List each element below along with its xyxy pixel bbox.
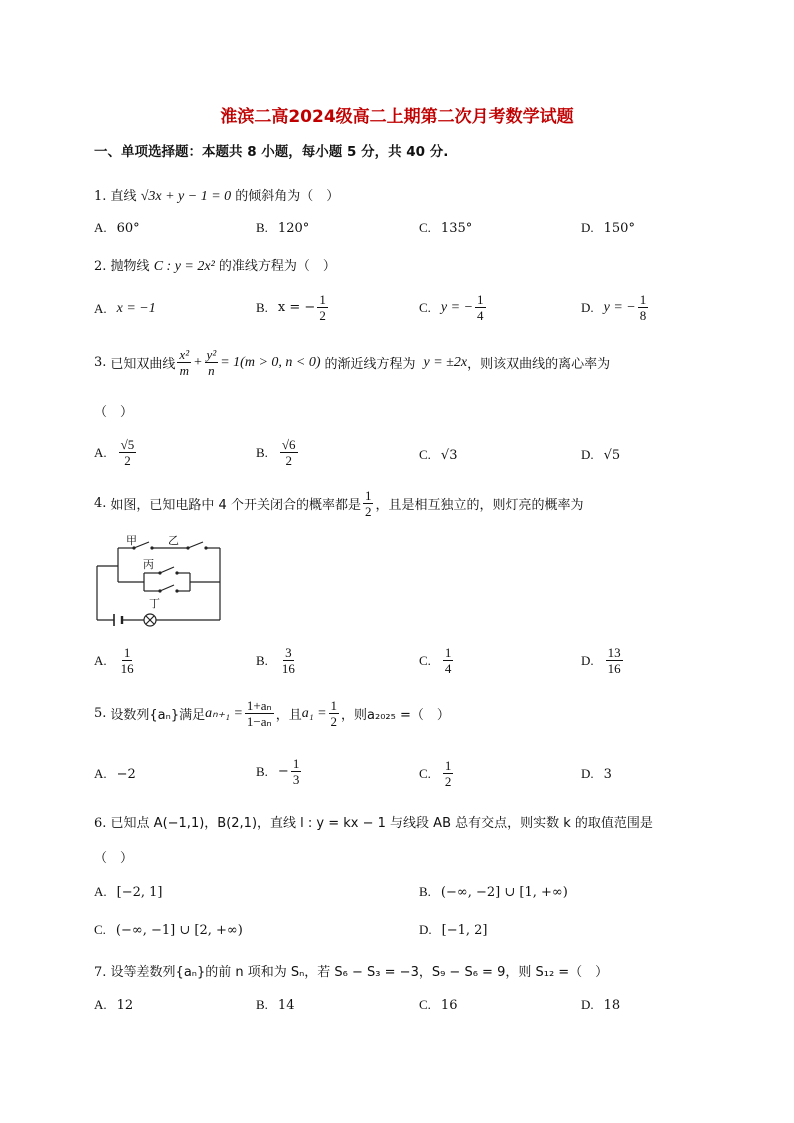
option-text: 120° [277, 220, 310, 236]
fraction [280, 437, 298, 468]
option-a[interactable] [94, 884, 162, 900]
option-b[interactable] [256, 220, 309, 236]
option-d[interactable] [419, 922, 487, 938]
question-stem: ，则a₂₀₂₅ =（ ） [341, 708, 450, 723]
question-number: 2. [94, 259, 107, 274]
fraction [119, 437, 137, 468]
question-stem: ，且是相互独立的，则灯亮的概率为 [375, 498, 584, 513]
denominator: n [208, 363, 215, 378]
section-heading: 一、单项选择题：本题共 8 小题，每小题 5 分，共 40 分. [94, 144, 449, 160]
numerator: 1 [639, 292, 647, 307]
option-d[interactable] [581, 645, 625, 676]
option-text: 135° [440, 220, 473, 236]
switch-label-jia: 甲 [126, 534, 137, 547]
question-number: 4. [94, 496, 107, 511]
denominator: 16 [607, 661, 621, 676]
option-label: A. [94, 884, 107, 899]
option-b[interactable] [256, 645, 299, 676]
option-prefix: x = − [277, 300, 316, 315]
option-prefix: − [277, 764, 289, 779]
numerator: 3 [285, 645, 292, 660]
fraction [280, 645, 297, 676]
option-label: B. [419, 884, 431, 899]
option-label: A. [94, 766, 107, 781]
option-text: 12 [116, 997, 134, 1013]
question-stem: 已知双曲线 [110, 357, 176, 372]
option-b[interactable] [256, 292, 330, 323]
option-prefix: y = − [440, 299, 474, 315]
option-b[interactable] [256, 437, 300, 468]
option-text: √5 [603, 447, 621, 463]
question-number: 7. [94, 965, 107, 980]
switch-label-bing: 丙 [143, 558, 154, 571]
option-label: D. [581, 652, 594, 668]
option-label: B. [256, 299, 268, 315]
option-label: D. [581, 766, 594, 781]
option-text: x = −1 [116, 301, 156, 316]
option-c[interactable] [94, 922, 243, 938]
option-label: C. [419, 220, 431, 235]
fraction [606, 645, 623, 676]
question-stem: 已知点 A(−1,1)，B(2,1)，直线 l : y = kx − 1 与线段 AB 总有交点，则实数 k 的取值范围是 [110, 816, 653, 831]
denominator: 4 [477, 308, 484, 323]
fraction [443, 645, 454, 676]
numerator: 1 [330, 698, 338, 713]
numerator: 1 [444, 645, 452, 660]
option-d[interactable] [581, 766, 612, 782]
denominator: 2 [124, 453, 131, 468]
numerator: √6 [281, 437, 296, 452]
math-expression: y = ±2x [423, 354, 468, 370]
question-number: 1. [94, 189, 107, 204]
exam-title: 淮滨二高2024级高二上期第二次月考数学试题 [220, 107, 574, 127]
question-stem: 的准线方程为（ ） [218, 259, 336, 274]
option-text: (−∞, −1] ∪ [2, +∞) [115, 922, 243, 938]
option-a[interactable] [94, 220, 140, 236]
option-label: B. [256, 444, 268, 460]
fraction [329, 698, 340, 729]
option-c[interactable] [419, 292, 488, 323]
fraction [291, 756, 302, 787]
option-a[interactable] [94, 301, 156, 317]
denominator: 16 [120, 661, 134, 676]
question-2 [94, 255, 336, 275]
denominator: 2 [444, 774, 452, 789]
question-stem: 如图，已知电路中 4 个开关闭合的概率都是 [110, 498, 361, 513]
denominator: 2 [330, 714, 338, 729]
option-label: B. [256, 763, 268, 779]
fraction [119, 645, 136, 676]
question-stem: 设数列{aₙ}满足 [110, 708, 206, 723]
question-5 [94, 698, 450, 729]
circuit-diagram [94, 532, 234, 628]
option-text: 14 [277, 997, 295, 1013]
option-b[interactable] [256, 756, 303, 787]
option-text: [−1, 2] [441, 922, 488, 938]
numerator: 1 [444, 758, 452, 773]
question-number: 5. [94, 706, 107, 721]
fraction [638, 292, 649, 323]
question-6-bracket: （ ） [94, 851, 134, 866]
math-operator: + [193, 354, 203, 370]
numerator: 1 [477, 292, 484, 307]
numerator: 1 [319, 292, 326, 307]
option-prefix: y = − [603, 299, 636, 315]
option-c[interactable] [419, 447, 457, 463]
option-label: D. [581, 299, 594, 315]
option-d[interactable] [581, 447, 620, 463]
question-6 [94, 812, 653, 831]
option-text: −2 [116, 766, 136, 782]
option-label: C. [419, 997, 431, 1012]
option-c[interactable] [419, 220, 472, 236]
option-b[interactable] [419, 884, 568, 900]
denominator: 8 [639, 308, 647, 323]
fraction [363, 488, 374, 519]
option-label: C. [419, 299, 431, 315]
fraction [245, 698, 274, 729]
option-label: C. [94, 922, 106, 937]
option-text: [−2, 1] [116, 884, 163, 900]
option-c[interactable] [419, 645, 455, 676]
question-1 [94, 185, 339, 205]
question-stem: 设等差数列{aₙ}的前 n 项和为 Sₙ，若 S₆ − S₃ = −3，S₉ − S₆ = 9，则 S₁₂ =（ ） [110, 965, 609, 980]
fraction [177, 347, 191, 378]
denominator: 2 [364, 504, 372, 519]
question-stem: 的渐近线方程为 [324, 357, 416, 372]
option-text: 3 [603, 766, 612, 782]
option-a[interactable] [94, 645, 138, 676]
option-text: 16 [440, 997, 458, 1013]
option-label: A. [94, 652, 107, 668]
denominator: 4 [444, 661, 452, 676]
option-d[interactable] [581, 220, 635, 236]
math-expression: = 1(m > 0, n < 0) [220, 354, 321, 370]
numerator: 1+aₙ [246, 698, 272, 713]
question-stem: 的倾斜角为（ ） [235, 189, 340, 204]
option-label: A. [94, 444, 107, 460]
denominator: 2 [319, 308, 326, 323]
question-3-bracket: （ ） [94, 405, 134, 420]
math-expression: a₁ = [301, 705, 327, 721]
option-label: C. [419, 447, 431, 462]
fraction [443, 758, 454, 789]
option-b[interactable] [256, 997, 294, 1013]
option-label: A. [94, 301, 107, 316]
option-label: C. [419, 765, 431, 781]
switch-label-ding: 丁 [149, 597, 160, 610]
denominator: 1−aₙ [246, 714, 272, 729]
denominator: 16 [281, 661, 295, 676]
question-7 [94, 961, 608, 980]
option-label: D. [419, 922, 432, 937]
question-number: 3. [94, 355, 107, 370]
math-expression: aₙ₊₁ = [205, 706, 243, 721]
question-stem: ，则该双曲线的离心率为 [467, 357, 611, 372]
math-expression: √3x + y − 1 = 0 [140, 189, 232, 204]
option-a[interactable] [94, 437, 138, 468]
option-c[interactable] [419, 997, 457, 1013]
switch-label-yi: 乙 [168, 534, 179, 547]
question-4 [94, 488, 583, 519]
numerator: 1 [364, 488, 372, 503]
option-label: B. [256, 997, 268, 1012]
fraction [205, 347, 219, 378]
math-expression: C : y = 2x² [153, 259, 215, 274]
question-stem: 抛物线 [110, 259, 150, 274]
option-text: 18 [603, 997, 621, 1013]
numerator: x² [179, 347, 190, 362]
option-label: B. [256, 652, 268, 668]
option-label: D. [581, 997, 594, 1012]
option-label: A. [94, 997, 107, 1012]
numerator: 1 [123, 645, 131, 660]
numerator: 13 [607, 645, 621, 660]
option-c[interactable] [419, 758, 455, 789]
option-a[interactable] [94, 997, 133, 1013]
question-3 [94, 347, 610, 378]
fraction [475, 292, 486, 323]
option-text: 150° [603, 220, 635, 236]
option-a[interactable] [94, 766, 136, 782]
denominator: 2 [285, 453, 292, 468]
option-text: 60° [116, 220, 140, 236]
option-d[interactable] [581, 997, 620, 1013]
option-label: A. [94, 220, 107, 235]
denominator: 3 [292, 772, 300, 787]
option-d[interactable] [581, 292, 650, 323]
fraction [317, 292, 328, 323]
numerator: √5 [120, 437, 135, 452]
option-text: (−∞, −2] ∪ [1, +∞) [440, 884, 568, 900]
numerator: 1 [292, 756, 300, 771]
option-label: D. [581, 220, 594, 235]
question-stem: 直线 [110, 189, 137, 204]
option-text: √3 [440, 447, 458, 463]
option-label: C. [419, 652, 431, 668]
question-stem: ，且 [275, 708, 302, 723]
numerator: y² [206, 347, 217, 362]
option-label: D. [581, 447, 594, 462]
question-number: 6. [94, 816, 107, 831]
option-label: B. [256, 220, 268, 235]
denominator: m [179, 363, 189, 378]
